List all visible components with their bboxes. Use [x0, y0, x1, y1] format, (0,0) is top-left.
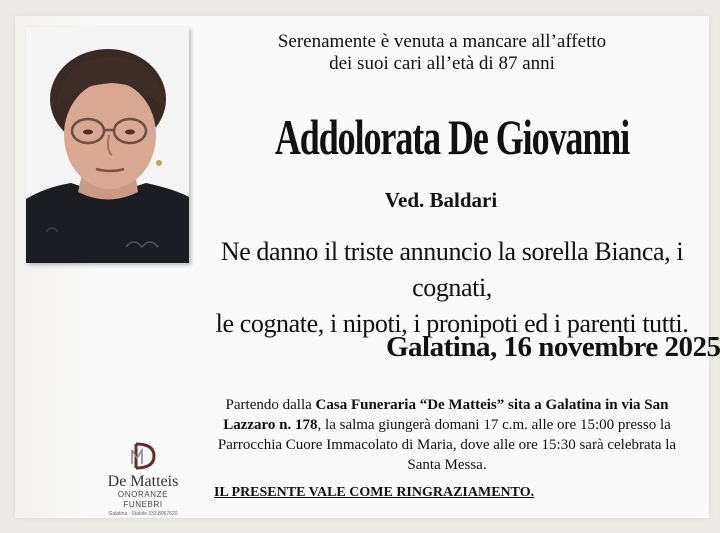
details-funeral-home: Casa Funeraria “De Matteis” sita a Galatina in via San Lazzaro n. 178	[223, 397, 669, 433]
widow-of: Ved. Baldari	[384, 188, 498, 212]
deceased-name: Addolorata De Giovanni	[274, 109, 630, 165]
intro-text	[236, 31, 648, 75]
logo-subtitle: ONORANZE FUNEBRI	[117, 490, 169, 509]
logo-contact: Galatina · Stabile 333.8067620	[108, 511, 178, 517]
details-part-1: Partendo dalla	[225, 397, 316, 413]
intro-line-1: Serenamente è venuta a mancare all’affetto	[277, 31, 607, 52]
intro-line-2: dei suoi cari all’età di 87 anni	[329, 53, 555, 74]
portrait-photo	[26, 27, 189, 263]
announcement-line-1: Ne danno il triste annuncio la sorella Bianca, i cognati,	[220, 237, 684, 302]
funeral-details	[203, 395, 691, 475]
details-part-2: , la salma giungerà domani 17 c.m. alle ore 15:00 presso la Parrocchia Cuore Immacolato di Maria, dove alle ore 15:30 sarà celebrata la Santa Messa.	[217, 417, 677, 473]
monogram-logo-icon	[128, 440, 158, 472]
funeral-home-logo	[100, 440, 186, 518]
logo-name: De Matteis	[107, 473, 179, 490]
place-date: Galatina, 16 novembre 2025	[386, 331, 720, 363]
portrait-illustration	[26, 27, 189, 263]
announcement	[196, 234, 708, 342]
thanks-note: IL PRESENTE VALE COME RINGRAZIAMENTO.	[214, 485, 535, 500]
announcement-line-2: le cognate, i nipoti, i pronipoti ed i parenti tutti.	[215, 309, 689, 338]
